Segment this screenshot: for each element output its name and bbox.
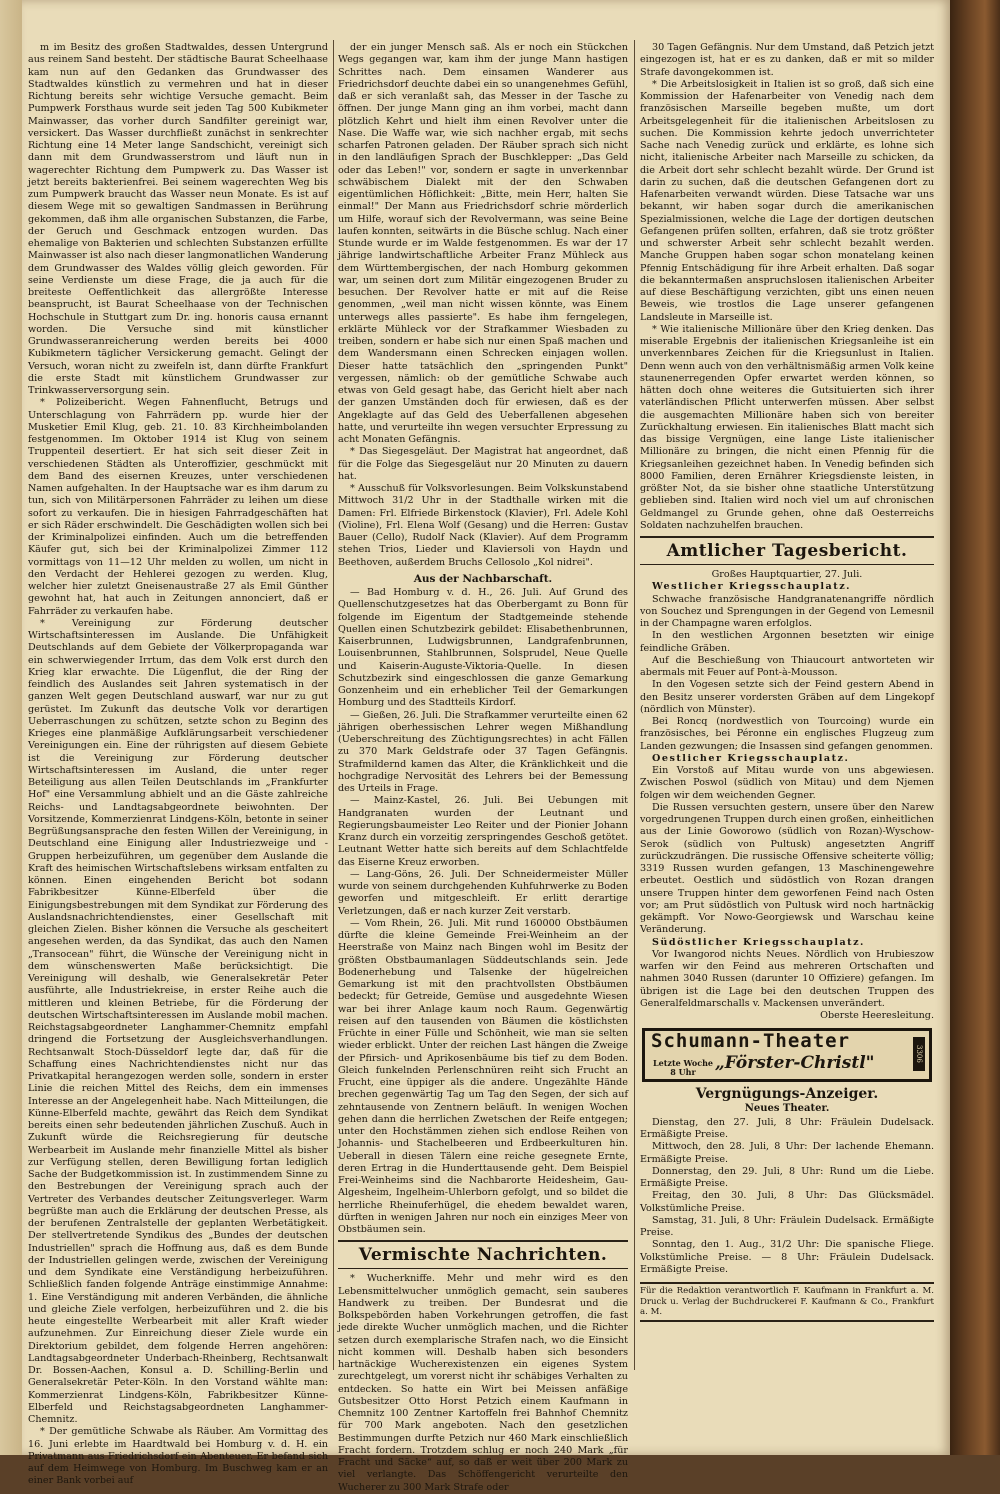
vergnuegungs-title: Vergnügungs-Anzeiger. — [695, 1086, 879, 1103]
report-ost-1: Ein Vorstoß auf Mitau wurde von uns abgewiesen. Zwischen Poswol (südlich von Mitau) und dem Njemen folgen wir dem weichenden Gegner. — [640, 765, 934, 801]
listing-item: Freitag, den 30. Juli, 8 Uhr: Das Glücksmädel. Volkstümliche Preise. — [640, 1190, 934, 1214]
section-title-tagesbericht: Amtlicher Tagesbericht. — [640, 536, 934, 565]
column-2 — [338, 42, 628, 1493]
ad-theater-name: Schumann-Theater — [651, 1030, 851, 1053]
article-wucher-cont: 30 Tagen Gefängnis. Nur dem Umstand, daß Petzich jetzt eingezogen ist, hat er es zu danken, daß er mit so milder Strafe davongekommen ist. — [640, 42, 934, 78]
tagesbericht-dateline: Großes Hauptquartier, 27. Juli. — [711, 569, 863, 580]
book-binding — [950, 0, 1000, 1455]
column-3 — [640, 42, 934, 1372]
article-polizeibericht: * Polizeibericht. Wegen Fahnenflucht, Betrugs und Unterschlagung von Fahrrädern pp. wurde hier der Musketier Emil Klug, geb. 21. 10. 83 Kirchheimbolanden festgenommen. Im Oktober 1914 ist Klug von seinem Truppenteil desertiert. Er hat sich seit dieser Zeit in verschiedenen Städten als Unteroffizier, geschmückt mit dem Band des eisernen Kreuzes, unter verschiedenen Namen aufgehalten. In der Hauptsache war es ihm darum zu tun, sich von Militärpersonen Fahrräder zu leihen um diese sofort zu verkaufen. Die in hiesigen Fahrradgeschäften hat er sich Räder erschwindelt. Die Geschädigten wollen sich bei der Kriminalpolizei einfinden. Auch um die betreffenden Käufer gut, sich bei der Kriminalpolizei Zimmer 112 vormittags von 11—12 Uhr melden zu wollen, um nicht in den Verdacht der Hehlerei gezogen zu werden. Klug, welcher hier zuletzt Gneisenaustraße 27 als Emil Günther gewohnt hat, hat auch in Zeitungen annonciert, daß er Fahrräder zu verkaufen habe. — [28, 397, 328, 617]
heading-suedoestlich: Südöstlicher Kriegsschauplatz. — [652, 936, 865, 948]
listing-item: Mittwoch, den 28. Juli, 8 Uhr: Der lachende Ehemann. Ermäßigte Preise. — [640, 1141, 934, 1165]
ad-play-title: „Förster-Christl" — [715, 1053, 875, 1074]
article-arbeitslosigkeit-italien: * Die Arbeitslosigkeit in Italien ist so groß, daß sich eine Kommission der Hafenarbeiter von Venedig nach dem französischen Marseille begeben mußte, um dort Arbeitsgelegenheit für die italienischen Arbeitslosen zu suchen. Die Kommission kehrte jedoch unverrichteter Sache nach Venedig zurück und erklärte, es lohne sich nicht, italienische Arbeiter nach Marseille zu schicken, da die Arbeit dort sehr schlecht bezahlt würde. Der Grund ist darin zu suchen, daß die deutschen Gefangenen dort zu Hafenarbeiten verwandt würden. Diese Tatsache war uns bekannt, wir haben sogar durch die amerikanischen Spezialmissionen, welche die Lage der dortigen deutschen Gefangenen prüfen sollten, erfahren, daß sie trotz größter und schwerster Arbeit sehr schlecht bezahlt werden. Manche Gruppen haben sogar schon monatelang keinen Pfennig Entschädigung für ihre Arbeit erhalten. Daß sogar die bekanntermaßen anspruchslosen italienischen Arbeiter auf diese Beschäftigung verzichten, gibt uns einen neuen Beweis, wie trostlos die Lage unserer gefangenen Landsleute in Marseille ist. — [640, 78, 934, 323]
report-ost-2: Die Russen versuchten gestern, unsere über den Narew vorgedrungenen Truppen durch einen großen, einheitlichen aus der Linie Goworowo (südlich von Rozan)-Wyschow-Serok (südlich von Pultusk) angesetzten Angriff zurückzudrängen. Die russische Offensive scheiterte völlig; 3319 Russen wurden gefangen, 13 Maschinengewehre erbeutet. Oestlich und südöstlich von Rozan drangen unsere Truppen hinter dem geworfenen Feind nach Osten vor; am Prut südöstlich von Pultusk wird noch hartnäckig gekämpft. Vor Nowo-Georgiewsk und Warschau keine Veränderung. — [640, 801, 934, 936]
report-west-3: Auf die Beschießung von Thiaucourt antworteten wir abermals mit Feuer auf Pont-à-Mousson. — [640, 654, 934, 678]
article-siegesgelaeut: * Das Siegesgeläut. Der Magistrat hat angeordnet, daß für die Folge das Siegesgeläut nur 20 Minuten zu dauern hat. — [338, 446, 628, 482]
section-title-vermischte: Vermischte Nachrichten. — [338, 1240, 628, 1269]
article-wucherkniffe: * Wucherkniffe. Mehr und mehr wird es den Lebensmittelwucher unmöglich gemacht, sein sauberes Handwerk zu treiben. Der Bundesrat und die Bolkspebörden haben Vorkehrungen getroffen, die fast jede direkte Wucher unmöglich machen, und die Richter setzen durch exemplarische Strafen nach, wo die Einsicht nicht kommen will. Deshalb haben sich besonders hartnäckige Wucherexistenzen ein eigenes System zurechtgelegt, um vorerst nicht ihr schäbiges Verhalten zu entdecken. So hatte ein Wirt bei Meissen anfäßige Gutsbesitzer Otto Horst Petzich einem Kaufmann in Chemnitz 100 Zentner Kartoffeln frei Bahnhof Chemnitz für 700 Mark angeboten. Nach den gesetzlichen Bestimmungen durfte Petzich nur 460 Mark einschließlich Fracht fordern. Trotzdem schlug er noch 240 Mark „für Fracht und Säcke“ auf, so daß er weit über 200 Mark zu viel verlangte. Das Schöffengericht verurteilte den Wucherer zu 300 Mark Strafe oder — [338, 1273, 628, 1493]
listing-item: Donnerstag, den 29. Juli, 8 Uhr: Rund um die Liebe. Ermäßigte Preise. — [640, 1165, 934, 1189]
listing-item: Sonntag, den 1. Aug., 31/2 Uhr: Die spanische Fliege. Volkstümliche Preise. — 8 Uhr: Fräulein Dudelsack. Ermäßigte Preise. — [640, 1239, 934, 1275]
imprint: Für die Redaktion verantwortlich F. Kaufmann in Frankfurt a. M. Druck u. Verlag der Buchdruckerei F. Kaufmann & Co., Frankfurt a. M. — [640, 1282, 934, 1322]
report-west-2: In den westlichen Argonnen besetzten wir einige feindliche Gräben. — [640, 630, 934, 654]
ad-letzte-woche: Letzte Woche — [653, 1058, 713, 1069]
article-millionaere: * Wie italienische Millionäre über den Krieg denken. Das miserable Ergebnis der italienischen Kriegsanleihe ist ein unverkennbares Zeichen für die Kriegsunlust in Italien. Denn wenn auch von den verhältnismäßig armen Volk keine staunenerregenden Opfer erwartet werden können, so hätten doch ohne weiteres die Gutsituierten sich ihrer vaterländischen Pflicht unterwerfen müssen. Aber selbst die ausgemachten Millionäre haben sich von bereiter Zurückhaltung erwiesen. Ein italienisches Blatt macht sich das bissige Vergnügen, eine lange Liste italienischer Millionäre zu bringen, die nicht einen Pfennig für die Kriegsanleihen gezeichnet haben. In Venedig befinden sich 8000 Familien, deren Ernährer Kriegsdienste leisten, in größter Not, da sie bisher ohne staatliche Unterstützung geblieben sind. Italien wird noch viel um auf chronischen Geldmangel zu Grunde gehen, ohne daß Oesterreichs Soldaten nachzuhelfen brauchen. — [640, 323, 934, 531]
news-vom-rhein: — Vom Rhein, 26. Juli. Mit rund 160000 Obstbäumen dürfte die kleine Gemeinde Frei-Weinheim an der Heerstraße von Mainz nach Bingen wohl im Besitz der größten Obstbaumanlagen Süddeutschlands sein. Jede Bodenerhebung und Talsenke der hügelreichen Gemarkung ist mit den prachtvollsten Obstbäumen bedeckt; für Getreide, Gemüse und ausgedehnte Wiesen war bei ihrer Anlage kaum noch Raum. Gegenwärtig reisen auf den tausenden von Bäumen die köstlichsten Früchte in einer Fülle und Schönheit, wie man sie selten wieder erblickt. Unter der reichen Last hängen die Zweige der Pfirsich- und Aprikosenbäume bis tief zu dem Boden. Gleich funkelnden Perlenschnüren reiht sich Frucht an Frucht, eine üppiger als die andere. Ungezählte Hände brechen gegenwärtig Tag um Tag den Segen, der sich auf zehntausende von Zentnern beläuft. In wenigen Wochen gehen dann die herrlichen Zwetschen der Reife entgegen; unter den Hochstämmen ziehen sich endlose Reihen von Johannis- und Stachelbeeren und Erdbeerkulturen hin. Ueberall in diesen Tälern eine reiche gesegnete Ernte, deren Ertrag in die Hunderttausende geht. Dem Beispiel Frei-Weinheims sind die Nachbarorte Heidesheim, Gau-Algesheim, Ingelheim-Uhlerborn gefolgt, und so bildet die herrliche Rheinuferhügel, die ehedem bewaldet waren, dürften in wenigen Jahren nur noch ein einziges Meer von Obstbäumen sein. — [338, 917, 628, 1235]
ad-time-info — [653, 1059, 713, 1077]
report-west-4: In den Vogesen setzte sich der Feind gestern Abend in den Besitz unserer vordersten Gräben auf dem Lingekopf (nördlich von Münster). — [640, 679, 934, 715]
column-divider-2 — [634, 40, 635, 1370]
article-grundwasser: m im Besitz des großen Stadtwaldes, dessen Untergrund aus reinem Sand besteht. Der städtische Baurat Scheelhaase kam nun auf den Gedanken das Grundwasser des Stadtwaldes künstlich zu vermehren und hat in dieser Richtung bereits sehr wichtige Versuche gemacht. Beim Pumpwerk Forsthaus wurde seit jeden Tag 500 Kubikmeter Mainwasser, das vorher durch Sandfilter gereinigt war, versickert. Das Wasser durchfließt zunächst in senkrechter Richtung eine 14 Meter lange Sandschicht, vereinigt sich dann mit dem Grundwasserstrom und läuft nun in wagerechter Richtung dem Pumpwerk zu. Das Wasser ist jetzt bereits bakterienfrei. Bei seinem wagerechten Weg bis zum Pumpwerk braucht das Wasser neun Monate. Es ist auf diesem Wege mit so gewaltigen Sandmassen in Berührung gekommen, daß ihm alle organischen Substanzen, die Farbe, der Geruch und Geschmack entzogen wurden. Das ehemalige von Bakterien und schlechten Substanzen erfüllte Mainwasser ist also nach dieser langmonatlichen Wanderung dem Grundwasser des Waldes völlig gleich geworden. Für seine Verdienste um diese Frage, die ja auch für die breiteste Oeffentlichkeit das allergrößte Interesse beansprucht, ist Baurat Scheelhaase von der Technischen Hochschule in Stuttgart zum Dr. ing. honoris causa ernannt worden. Die Versuche sind mit künstlicher Grundwasseranreicherung werden bereits bei 4000 Kubikmetern täglicher Versickerung gemacht. Gelingt der Versuch, woran nicht zu zweifeln ist, dann dürfte Frankfurt die erste Stadt mit künstlichem Grundwasser zur Trinkwasserversorgung sein. — [28, 42, 328, 396]
schumann-theater-ad — [642, 1028, 932, 1082]
signoff-heeresleitung: Oberste Heeresleitung. — [820, 1010, 934, 1021]
heading-oestlich: Oestlicher Kriegsschauplatz. — [652, 752, 850, 764]
column-1 — [28, 42, 328, 1487]
article-schwabe-raeuber: * Der gemütliche Schwabe als Räuber. Am Vormittag des 16. Juni erlebte im Haardtwald bei Homburg v. d. H. ein Privatmann aus Friedrichsdorf ein Abenteuer. Er befand sich auf dem Heimwege von Homburg. Im Buschweg kam er an einer Bank vorbei auf — [28, 1426, 328, 1487]
ad-time: 8 Uhr — [670, 1067, 696, 1078]
news-homburg: — Bad Homburg v. d. H., 26. Juli. Auf Grund des Quellenschutzgesetzes hat das Oberbergamt zu Bonn für folgende im Eigentum der Stadtgemeinde stehende Quellen einen Schutzbezirk gebildet: Elisabethenbrunnen, Kaiserbrunnen, Ludwigsbrunnen, Landgrafenbrunnen, Louisenbrunnen, Stahlbrunnen, Solsprudel, Neue Quelle und Kaiserin-Auguste-Viktoria-Quelle. In diesen Schutzbezirk sind eingeschlossen die ganze Gemarkung Gonzenheim und ein erheblicher Teil der Gemarkungen Homburg und des Stadtteils Kirdorf. — [338, 587, 628, 709]
report-west-5: Bei Roncq (nordwestlich von Tourcoing) wurde ein französisches, bei Péronne ein englisches Flugzeug zum Landen gezwungen; die Insassen sind gefangen genommen. — [640, 716, 934, 752]
article-volksvorlesungen: * Ausschuß für Volksvorlesungen. Beim Volkskunstabend Mittwoch 31/2 Uhr in der Stadthalle wirken mit die Damen: Frl. Elfriede Birkenstock (Klavier), Frl. Adele Kohl (Violine), Frl. Elena Wolf (Gesang) und die Herren: Gustav Bauer (Cello), Rudolf Nack (Klavier). Auf dem Programm stehen Trios, Lieder und Klaviersoli von Haydn und Beethoven, außerdem Bruchs Cellosolo „Kol nidrei". — [338, 483, 628, 568]
article-vereinigung: * Vereinigung zur Förderung deutscher Wirtschaftsinteressen im Auslande. Die Unfähigkeit Deutschlands auf dem Gebiete der Völkerpropaganda war ein schwerwiegender Irrtum, das dem Volk erst durch den Krieg klar erwachte. Die Lügenflut, die der Ring der feindlich des Auslandes seit Jahren systematisch in der ganzen Welt gegen Deutschland auswarf, war nur zu gut gerüstet. Im Zukunft das deutsche Volk vor derartigen Ueberraschungen zu schützen, setzte schon zu Beginn des Krieges eine planmäßige Aufklärungsarbeit verschiedener Vereinigungen ein. Eine der rührigsten auf diesem Gebiete ist die Vereinigung zur Förderung deutscher Wirtschaftsinteressen im Ausland, die unter reger Beteiligung aus allen Teilen Deutschlands im „Frankfurter Hof" eine Versammlung abhielt und an die Gäste zahlreiche Reichs- und Landtagsabgeordnete beiwohnten. Der Vorsitzende, Kommerzienrat Lindgens-Köln, betonte in seiner Begrüßungsansprache den festen Willen der Vereinigung, in Deutschland eine Einigung aller Industriezweige und -Gruppen herbeizuführen, um gegenüber dem Auslande die Kraft des heimischen Wirtschaftslebens wirksam entfalten zu können. Einen eingehenden Bericht bot sodann Fabrikbesitzer Künne-Elberfeld über die Einigungsbestrebungen mit dem Syndikat zur Förderung des Auslandsnachrichtendienstes, einer Gesellschaft mit gleichen Zielen. Bisher können die Versuche als gescheitert angesehen werden, da das Syndikat, das auch den Namen „Transocean" führt, die Wünsche der Vereinigung nicht in dem wünschenswerten Maße berücksichtigt. Die Vereinigung will deshalb, wie Generalsekretär Peter ausführte, alle Industriekreise, in erster Reihe auch die mittleren und kleinen Betriebe, für die Förderung der deutschen Wirtschaftsinteressen im Auslande mobil machen. Reichstagsabgeordneter Langhammer-Chemnitz empfahl dringend die Fortsetzung der Ausgleichsverhandlungen. Rechtsanwalt Stoch-Düsseldorf legte dar, daß für die Schaffung eines Nachrichtendienstes nicht nur das Privatkapital herangezogen werden solle, sondern in erster Linie die reichen Mittel des Reichs, dem ein immenses Interesse an der Angelegenheit habe. Nach Mitteilungen, die Künne-Elberfeld machte, gewährt das Reich dem Syndikat bereits einen sehr bedeutenden jährlichen Zuschuß. Auch in Zukunft würde die Reichsregierung für deutsche Werbearbeit im Auslande mehr finanzielle Mittel als bisher zur Verfügung stellen, deren Bewilligung fortan lediglich Sache der Budgetkommission ist. In zustimmendem Sinne zu den Bestrebungen der Vereinigung sprach auch der Vertreter des Verbandes deutscher Zeitungsverleger. Warm begrüßte man auch die Erklärung der deutschen Presse, als der berufenen Zentralstelle der geplanten Werbetätigkeit. Der stellvertretende Syndikus des „Bundes der deutschen Industriellen" sprach die Hoffnung aus, daß es dem Bunde der Industriellen gelingen werde, zwischen der Vereinigung und dem Syndikate eine Verständigung herbeizuführen. Schließlich fanden folgende Anträge einstimmige Annahme: 1. Eine Verständigung mit anderen Verbänden, die ähnliche und gleiche Ziele verfolgen, herbeizuführen und 2. die bis heute eingestellte Werbearbeit mit aller Kraft wieder aufzunehmen. Zur Einreichung dieser Ziele wurde ein Direktorium gebildet, dem folgende Herren angehören: Landtagsabgeordneter Underbach-Rheinberg, Rechtsanwalt Dr. Bossen-Aachen, Konsul a. D. Schilling-Berlin und Generalsekretär Peter-Köln. In den Vorstand wählte man: Kommerzienrat Lindgens-Köln, Fabrikbesitzer Künne-Elberfeld und Reichstagsabgeordneten Langhammer-Chemnitz. — [28, 617, 328, 1425]
left-page-edge — [0, 0, 23, 1455]
report-suedost-1: Vor Iwangorod nichts Neues. Nördlich von Hrubieszow warfen wir den Feind aus mehreren Ortschaften und nahmen 3040 Russen (darunter 10 Offiziere) gefangen. Im übrigen ist die Lage bei den deutschen Truppen des Generalfeldmarschalls v. Mackensen unverändert. — [640, 948, 934, 1009]
heading-westlich: Westlicher Kriegsschauplatz. — [652, 581, 851, 593]
listing-item: Samstag, 31. Juli, 8 Uhr: Fräulein Dudelsack. Ermäßigte Preise. — [640, 1214, 934, 1238]
news-lang-goens: — Lang-Göns, 26. Juli. Der Schneidermeister Müller wurde von seinem durchgehenden Kuhfuhrwerke zu Boden geworfen und mitgeschleift. Er erlitt derartige Verletzungen, daß er nach kurzer Zeit verstarb. — [338, 868, 628, 917]
article-schwabe-cont: der ein junger Mensch saß. Als er noch ein Stückchen Wegs gegangen war, kam ihm der junge Mann hastigen Schrittes nach. Dem einsamen Wanderer aus Friedrichsdorf deuchte dabei ein so unangenehmes Gefühl, daß er sich veranlaßt sah, das Messer in der Tasche zu öffnen. Der junge Mann ging an ihm vorbei, macht dann plötzlich Kehrt und hielt ihm einen Revolver unter die Nase. Die Waffe war, wie sich nachher ergab, mit sechs scharfen Patronen geladen. Der Räuber sprach sich nicht in den landläufigen Sprach der Buschklepper: „Das Geld oder das Leben!" vor, sondern er sagte in unverkennbar schwäbischem Dialekt mit der den Schwaben eigentümlichen Höflichkeit: „Bitte, mein Herr, halten Sie einmal!" Der Mann aus Friedrichsdorf schrie mörderlich um Hilfe, worauf sich der Revolvermann, was seine Beine laufen konnten, seitwärts in die Büsche schlug. Nach einer Stunde wurde er im Walde festgenommen. Es war der 17 jährige landwirtschaftliche Arbeiter Franz Mühleck aus dem Württembergischen, der nach Homburg gekommen war, um seinen dort zum Militär eingezogenen Bruder zu besuchen. Der Revolver hatte er mit auf die Reise genommen, „weil man nicht wissen könnte, was Einem unterwegs alles passierte". Es habe ihm ferngelegen, erklärte Mühleck vor der Strafkammer Wiesbaden zu treiben, sondern er habe sich nur einen Spaß machen und dem Wandersmann einen Schrecken einjagen wollen. Dieser hatte tatsächlich den „springenden Punkt" vergessen, nämlich: ob der gemütliche Schwabe auch etwas von Geld gesagt habe, das Gericht hielt aber nach der ganzen Umständen doch für erwiesen, daß es der Angeklagte auf das Geld des Ueberfallenen abgesehen hatte, und verurteilte ihn wegen versuchter Erpressung zu acht Monaten Gefängnis. — [338, 42, 628, 445]
ad-side-number: 3306 — [913, 1037, 925, 1071]
column-divider-1 — [333, 40, 334, 1370]
news-mainz-kastel: — Mainz-Kastel, 26. Juli. Bei Uebungen mit Handgranaten wurden der Leutnant und Regierungsbaumeister Leo Reiter und der Pionier Johann Kranz durch ein vorzeitig zerspringendes Geschoß getötet. Leutnant Wetter hatte sich bereits auf dem Schlachtfelde das Eiserne Kreuz erworben. — [338, 795, 628, 868]
neues-theater-title: Neues Theater. — [744, 1102, 830, 1114]
section-title-nachbarschaft: Aus der Nachbarschaft. — [413, 572, 553, 585]
report-west-1: Schwache französische Handgranatenangriffe nördlich von Souchez und Sprengungen in der Gegend von Lemesnil in der Champagne waren erfolglos. — [640, 593, 934, 629]
listing-item: Dienstag, den 27. Juli, 8 Uhr: Fräulein Dudelsack. Ermäßigte Preise. — [640, 1116, 934, 1140]
news-giessen: — Gießen, 26. Juli. Die Strafkammer verurteilte einen 62 jährigen oberhessischen Lehrer wegen Mißhandlung (Ueberschreitung des Züchtigungsrechtes) in acht Fällen zu 370 Mark Geldstrafe oder 37 Tagen Gefängnis. Strafmildernd kamen das Alter, die Kränklichkeit und die hochgradige Nervosität des Lehrers bei der Bemessung des Urteils in Frage. — [338, 709, 628, 794]
newspaper-page — [22, 0, 952, 1493]
